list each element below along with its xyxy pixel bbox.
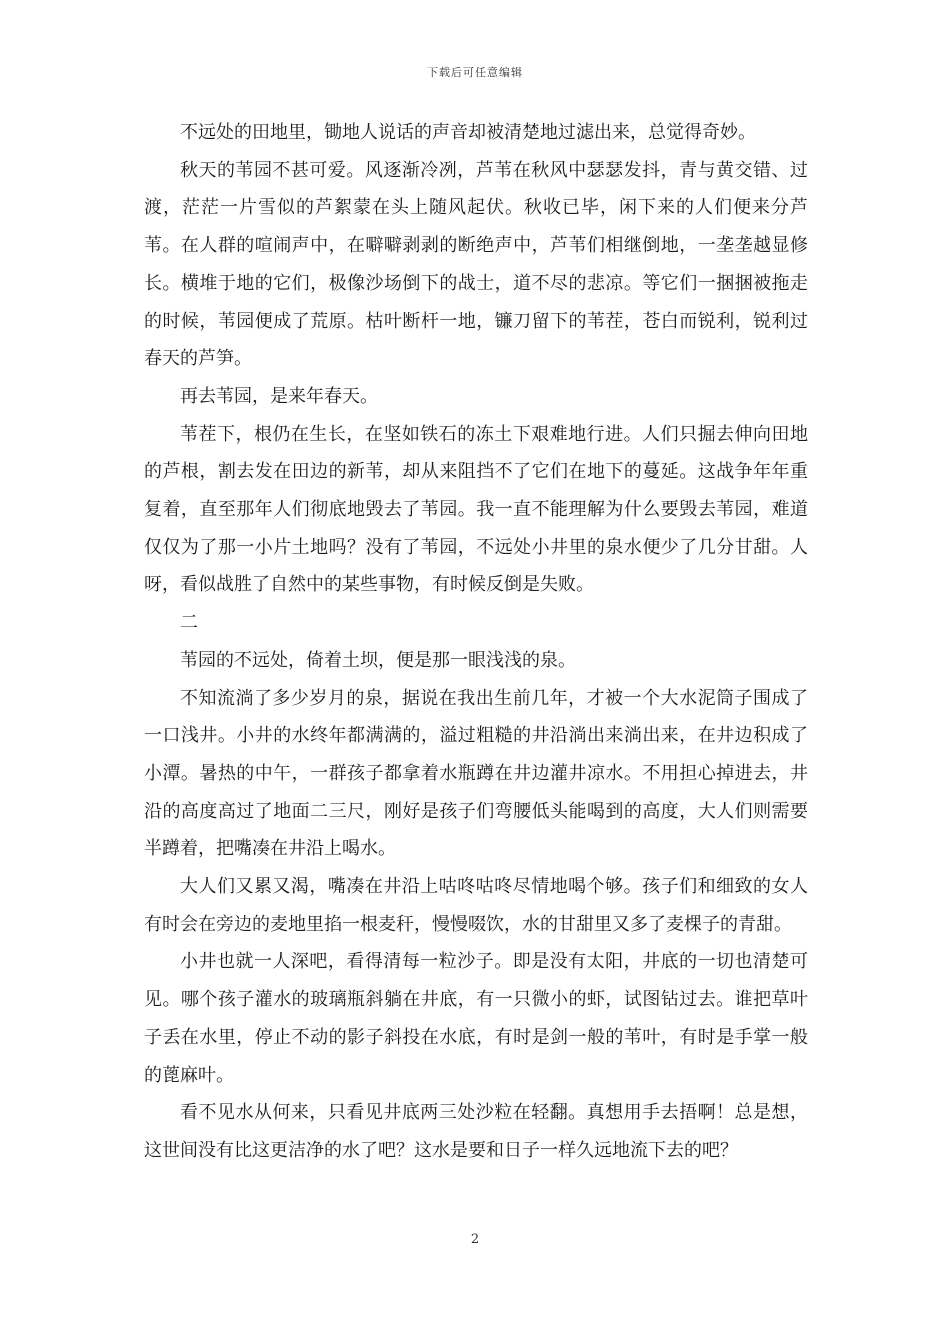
paragraph-9: 看不见水从何来，只看见井底两三处沙粒在轻翻。真想用手去捂啊！总是想，这世间没有比这更洁净的水了吧？这水是要和日子一样久远地流下去的吧？ xyxy=(144,1102,808,1161)
paragraph-4: 苇茬下，根仍在生长，在坚如铁石的冻土下艰难地行进。人们只掘去伸向田地的芦根，割去发在田边的新苇，却从来阻挡不了它们在地下的蔓延。这战争年年重复着，直至那年人们彻底地毁去了苇园。我一直不能理解为什么要毁去苇园，难道仅仅为了那一小片土地吗？没有了苇园，不远处小井里的泉水便少了几分甘甜。人呀，看似战胜了自然中的某些事物，有时候反倒是失败。 xyxy=(144,423,808,596)
paragraph-5: 苇园的不远处，倚着土坝，便是那一眼浅浅的泉。 xyxy=(180,649,576,671)
paragraph-1: 不远处的田地里，锄地人说话的声音却被清楚地过滤出来，总觉得奇妙。 xyxy=(180,122,756,143)
section-heading-two: 二 xyxy=(180,612,198,634)
paragraph-6: 不知流淌了多少岁月的泉，据说在我出生前几年，才被一个大水泥筒子围成了一口浅井。小井的水终年都满满的，溢过粗糙的井沿淌出来淌出来，在井边积成了小潭。暑热的中午，一群孩子都拿着水瓶蹲在井边灌井凉水。不用担心掉进去，井沿的高度高过了地面二三尺，刚好是孩子们弯腰低头能喝到的高度，大人们则需要半蹲着，把嘴凑在井沿上喝水。 xyxy=(144,687,808,860)
paragraph-3: 再去苇园，是来年春天。 xyxy=(180,385,378,407)
paragraph-8: 小井也就一人深吧，看得清每一粒沙子。即是没有太阳，井底的一切也清楚可见。哪个孩子灌水的玻璃瓶斜躺在井底，有一只微小的虾，试图钻过去。谁把草叶子丢在水里，停止不动的影子斜投在水底，有时是剑一般的苇叶，有时是手掌一般的蓖麻叶。 xyxy=(144,951,808,1086)
paragraph-2: 秋天的苇园不甚可爱。风逐渐冷冽，芦苇在秋风中瑟瑟发抖，青与黄交错、过渡，茫茫一片雪似的芦絮蒙在头上随风起伏。秋收已毕，闲下来的人们便来分芦苇。在人群的喧闹声中，在噼噼剥剥的断绝声中，芦苇们相继倒地，一垄垄越显修长。横堆于地的它们，极像沙场倒下的战士，道不尽的悲凉。等它们一捆捆被拖走的时候，苇园便成了荒原。枯叶断杆一地，镰刀留下的苇茬，苍白而锐利，锐利过春天的芦笋。 xyxy=(144,159,808,370)
document-body xyxy=(144,114,808,1170)
page-number: 2 xyxy=(470,1232,480,1247)
paragraph-7: 大人们又累又渴，嘴凑在井沿上咕咚咕咚尽情地喝个够。孩子们和细致的女人有时会在旁边的麦地里掐一根麦秆，慢慢啜饮，水的甘甜里又多了麦棵子的青甜。 xyxy=(144,876,808,935)
page-header: 下载后可任意编辑 xyxy=(427,66,523,79)
